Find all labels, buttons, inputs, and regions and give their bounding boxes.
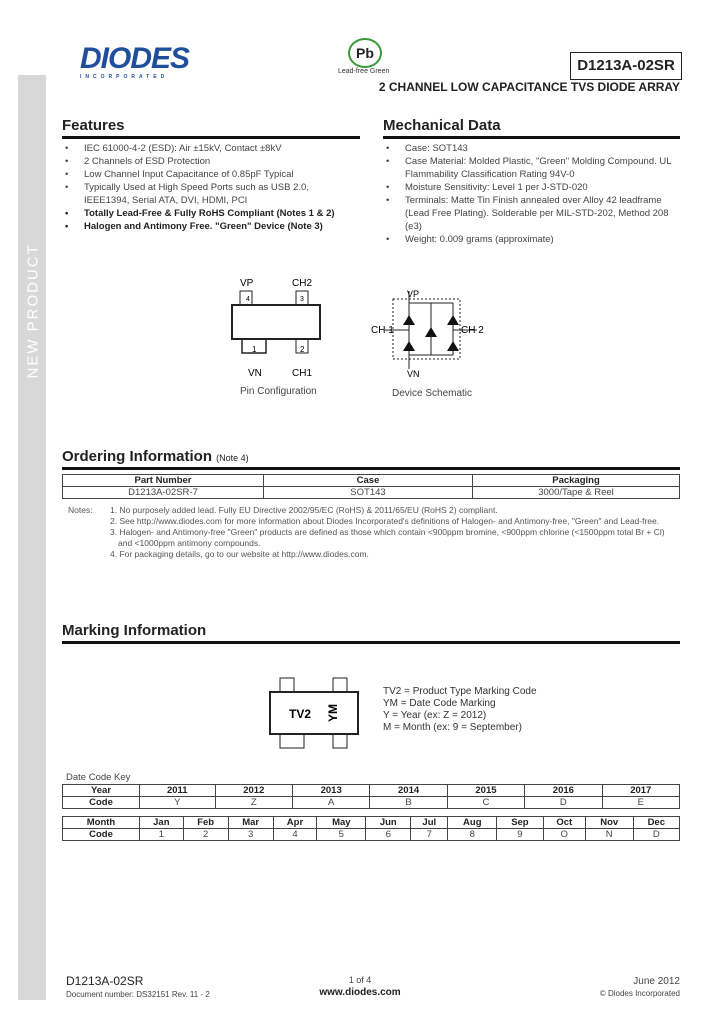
side-label: NEW PRODUCT [24,243,42,379]
year-code-cell: D [525,797,602,809]
month-code-cell: N [585,829,633,841]
footer-copyright: © Diodes Incorporated [599,989,680,998]
month-code-cell: 7 [411,829,448,841]
marking-tv2: TV2 [289,707,312,721]
footer-url[interactable]: www.diodes.com [319,987,401,998]
month-code-cell: 1 [140,829,184,841]
month-cell: Aug [448,817,497,829]
mechanical-item: • Terminals: Matte Tin Finish annealed over Alloy 42 leadframe (Lead Free Plating). Solderable per MIL-STD-202, Method 208 (e3) [383,194,680,233]
date-code-title: Date Code Key [66,772,131,783]
month-code-cell: 4 [273,829,317,841]
year-cell: 2015 [447,785,524,797]
notes-list [110,505,675,560]
month-code-cell: O [543,829,585,841]
feature-item: • IEC 61000-4-2 (ESD): Air ±15kV, Contact ±8kV [62,142,352,155]
mechanical-item: • Weight: 0.009 grams (approximate) [383,233,680,246]
schematic-vp: VP [407,289,420,299]
year-code-cell: B [370,797,447,809]
footer-doc: Document number: DS32151 Rev. 11 - 2 [66,990,210,999]
pin-4: 4 [246,296,250,303]
feature-item: • Low Channel Input Capacitance of 0.85pF Typical [62,168,352,181]
ordering-table: Part Number Case Packaging D1213A-02SR-7 SOT143 3000/Tape & Reel [62,474,680,499]
footer-page: 1 of 4 [348,975,372,985]
month-code-cell: 9 [497,829,543,841]
ordering-heading: Ordering Information (Note 4) [62,448,680,470]
month-code-cell: D [633,829,679,841]
footer-part: D1213A-02SR [66,974,144,988]
month-code-cell: 6 [366,829,411,841]
year-cell: 2017 [602,785,679,797]
month-cell: Sep [497,817,543,829]
mechanical-item: • Moisture Sensitivity: Level 1 per J-STD-020 [383,181,680,194]
month-cell: Feb [183,817,228,829]
month-cell: Dec [633,817,679,829]
month-code-cell: 3 [228,829,273,841]
schematic-vn: VN [407,369,420,379]
year-cell: 2013 [292,785,369,797]
year-code-table: Year 2011 2012 2013 2014 2015 2016 2017 Code Y Z A B C D E [62,784,680,809]
schematic-caption: Device Schematic [392,388,473,399]
note-item: 2. See http://www.diodes.com for more information about Diodes Incorporated's definitions of Halogen- and Antimony-free, "Green" and Lead-free. [110,516,660,526]
feature-item: • 2 Channels of ESD Protection [62,155,352,168]
month-cell: Jul [411,817,448,829]
legend-line: M = Month (ex: 9 = September) [383,722,522,733]
month-code-cell: 5 [317,829,366,841]
lead-free-icon: Pb [348,38,382,68]
pin-2: 2 [300,345,305,354]
table-row: Code 1 2 3 4 5 6 7 8 9 O N D [63,829,680,841]
mechanical-list [383,142,680,246]
note-item: 3. Halogen- and Antimony-free "Green" products are defined as those which contain <900ppm bromine, <900ppm chlorine (<1500ppm total Br + Cl) and <1000ppm antimony compounds. [110,527,665,548]
feature-item: • Halogen and Antimony Free. "Green" Device (Note 3) [62,220,352,233]
notes-label: Notes: [68,505,93,515]
month-code-cell: 8 [448,829,497,841]
year-cell: 2011 [140,785,216,797]
note-item: 1. No purposely added lead. Fully EU Directive 2002/95/EC (RoHS) & 2011/65/EU (RoHS 2) compliant. [110,505,498,515]
ch1-label: CH1 [292,368,313,379]
schematic-ch1: CH 1 [371,325,394,336]
month-cell: Oct [543,817,585,829]
mechanical-item: • Case Material: Molded Plastic, "Green" Molding Compound. UL Flammability Classification Rating 94V-0 [383,155,680,181]
table-row: Code Y Z A B C D E [63,797,680,809]
month-cell: Mar [228,817,273,829]
feature-item: • Totally Lead-Free & Fully RoHS Compliant (Notes 1 & 2) [62,207,352,220]
year-code-cell: C [447,797,524,809]
features-list [62,142,352,233]
month-cell: Nov [585,817,633,829]
feature-item: • Typically Used at High Speed Ports such as USB 2.0, IEEE1394, Serial ATA, DVI, HDMI, PCI [62,181,352,207]
marking-ym: YM [326,704,340,722]
pin-3: 3 [300,296,304,303]
side-band [18,75,46,1000]
subtitle: 2 CHANNEL LOW CAPACITANCE TVS DIODE ARRAY [378,80,680,94]
month-cell: May [317,817,366,829]
year-cell: 2012 [215,785,292,797]
year-code-cell: E [602,797,679,809]
month-cell: Jan [140,817,184,829]
pin-1: 1 [252,345,257,354]
device-schematic-diagram [365,285,495,385]
note-item: 4. For packaging details, go to our website at http://www.diodes.com. [110,549,369,559]
marking-diagram [265,672,365,754]
vn-label: VN [248,368,262,379]
marking-legend [383,686,537,734]
pin-configuration-diagram [220,272,340,382]
month-cell: Apr [273,817,317,829]
year-code-cell: A [292,797,369,809]
features-heading: Features [62,117,360,139]
mechanical-item: • Case: SOT143 [383,142,680,155]
year-cell: 2014 [370,785,447,797]
pin-config-caption: Pin Configuration [240,386,317,397]
table-row: D1213A-02SR-7 SOT143 3000/Tape & Reel [63,487,680,499]
year-code-cell: Y [140,797,216,809]
mechanical-heading: Mechanical Data [383,117,680,139]
legend-line: YM = Date Code Marking [383,698,496,709]
ch2-label: CH2 [292,278,313,289]
month-code-cell: 2 [183,829,228,841]
year-code-cell: Z [215,797,292,809]
year-cell: 2016 [525,785,602,797]
footer-date: June 2012 [633,976,680,987]
legend-line: TV2 = Product Type Marking Code [383,686,537,697]
lead-free-label: Lead-free Green [338,68,390,75]
legend-line: Y = Year (ex: Z = 2012) [383,710,487,721]
schematic-ch2: CH 2 [461,325,484,336]
diodes-logo: DIODES INCORPORATED [80,42,190,80]
part-number: D1213A-02SR [570,52,682,80]
vp-label: VP [240,278,254,289]
marking-heading: Marking Information [62,622,680,644]
month-code-table: Month Jan Feb Mar Apr May Jun Jul Aug Sep Oct Nov Dec Code 1 2 3 4 5 6 7 8 9 O N D [62,816,680,841]
month-cell: Jun [366,817,411,829]
